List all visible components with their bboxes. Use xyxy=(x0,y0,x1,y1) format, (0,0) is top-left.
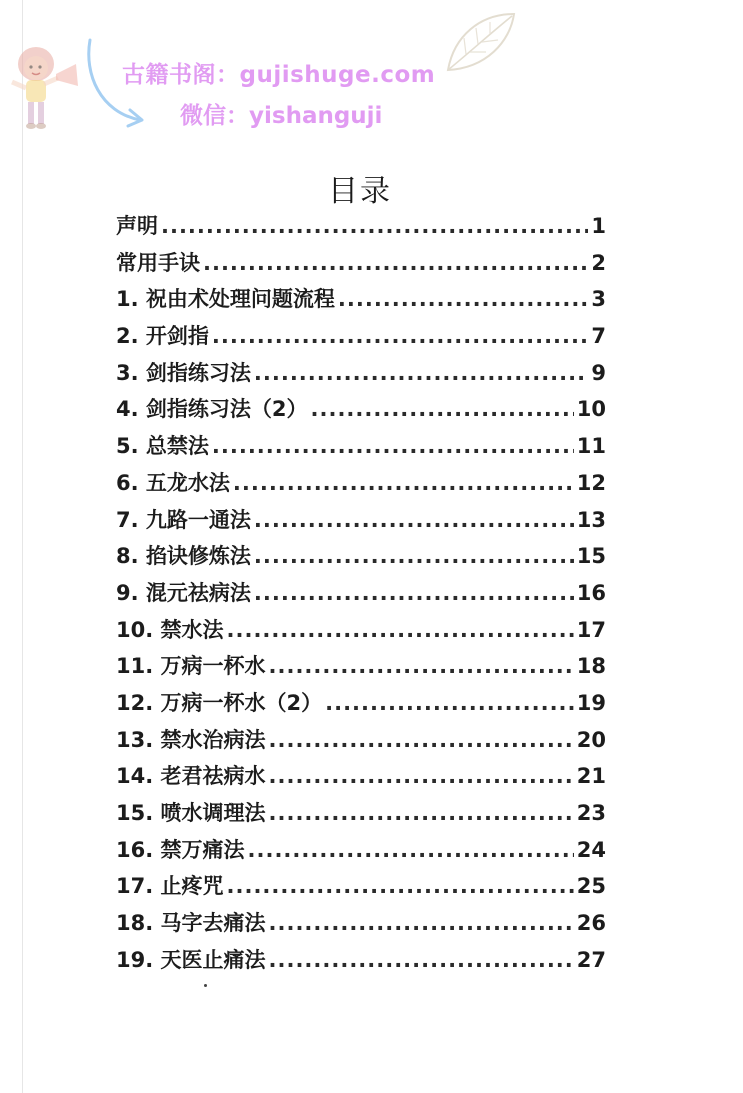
toc-list xyxy=(116,208,606,978)
toc-entry-leader xyxy=(269,905,574,942)
toc-entry-leader xyxy=(269,758,574,795)
toc-entry-page: 11 xyxy=(576,434,606,459)
toc-entry-leader xyxy=(311,391,574,428)
toc-entry xyxy=(116,502,606,539)
toc-entry xyxy=(116,538,606,575)
toc-entry-leader xyxy=(269,942,574,979)
toc-entry xyxy=(116,612,606,649)
toc-entry-page: 1 xyxy=(591,214,606,238)
toc-entry-label: 19. 天医止痛法 xyxy=(116,947,266,972)
toc-entry-leader xyxy=(254,355,588,392)
toc-entry xyxy=(116,575,606,612)
toc-entry-page: 24 xyxy=(576,837,606,862)
toc-entry-leader xyxy=(269,648,574,685)
toc-entry-label: 14. 老君祛病水 xyxy=(116,764,266,789)
page-edge xyxy=(22,0,23,1093)
toc-entry-label: 15. 喷水调理法 xyxy=(116,801,266,825)
scan-speck xyxy=(204,984,207,987)
toc-entry-page: 20 xyxy=(576,727,606,752)
toc-entry xyxy=(116,208,606,245)
toc-entry-label: 3. 剑指练习法 xyxy=(116,360,251,385)
toc-entry-label: 9. 混元祛病法 xyxy=(116,580,251,605)
toc-entry-page: 25 xyxy=(576,874,606,899)
toc-entry xyxy=(116,795,606,832)
toc-entry-leader xyxy=(338,281,588,318)
toc-entry-page: 3 xyxy=(591,287,606,312)
toc-entry-leader xyxy=(233,465,574,502)
toc-entry-label: 2. 开剑指 xyxy=(116,324,209,349)
watermark xyxy=(0,0,540,160)
toc-entry-label: 10. 禁水法 xyxy=(116,617,224,642)
leaf-icon xyxy=(440,8,520,78)
toc-entry-leader xyxy=(254,538,574,575)
toc-entry-page: 13 xyxy=(576,507,606,532)
toc-entry-leader xyxy=(254,575,574,612)
toc-entry-label: 7. 九路一通法 xyxy=(116,507,251,532)
toc-entry-label: 6. 五龙水法 xyxy=(116,470,230,495)
toc-entry-label: 12. 万病一杯水（2） xyxy=(116,690,323,715)
toc-entry-leader xyxy=(203,245,588,282)
toc-entry xyxy=(116,245,606,282)
toc-entry-page: 12 xyxy=(576,470,606,495)
toc-entry-label: 16. 禁万痛法 xyxy=(116,837,245,862)
toc-entry xyxy=(116,942,606,979)
toc-entry-leader xyxy=(161,208,588,245)
toc-entry-page: 9 xyxy=(591,360,606,385)
watermark-site: 古籍书阁：gujishuge.com xyxy=(122,62,436,88)
toc-entry xyxy=(116,722,606,759)
toc-entry-page: 26 xyxy=(576,911,606,936)
toc-entry-label: 常用手诀 xyxy=(116,250,200,275)
toc-entry xyxy=(116,905,606,942)
toc-entry-leader xyxy=(325,685,574,722)
toc-entry-leader xyxy=(269,795,574,832)
toc-entry-label: 4. 剑指练习法（2） xyxy=(116,397,308,422)
toc-entry-label: 18. 马字去痛法 xyxy=(116,911,266,936)
toc-entry-page: 23 xyxy=(576,801,606,825)
toc-entry xyxy=(116,318,606,355)
toc-entry-leader xyxy=(254,502,574,539)
toc-entry xyxy=(116,355,606,392)
toc-title: 目录 xyxy=(328,174,392,209)
toc-entry-page: 10 xyxy=(576,397,606,422)
toc-entry xyxy=(116,281,606,318)
toc-entry-label: 5. 总禁法 xyxy=(116,434,209,459)
toc-entry xyxy=(116,648,606,685)
toc-entry xyxy=(116,685,606,722)
toc-entry-label: 11. 万病一杯水 xyxy=(116,654,266,679)
watermark-wechat: 微信：yishanguji xyxy=(180,103,383,129)
toc-entry xyxy=(116,391,606,428)
toc-entry-label: 17. 止疼咒 xyxy=(116,874,224,899)
toc-entry-label: 13. 禁水治病法 xyxy=(116,727,266,752)
toc-entry-label: 1. 祝由术处理问题流程 xyxy=(116,287,335,312)
toc-entry xyxy=(116,832,606,869)
toc-entry xyxy=(116,868,606,905)
toc-entry-label: 声明 xyxy=(116,214,158,238)
toc-entry-page: 18 xyxy=(576,654,606,679)
toc-entry-page: 15 xyxy=(576,544,606,569)
toc-entry xyxy=(116,465,606,502)
toc-entry-leader xyxy=(212,428,574,465)
toc-entry-leader xyxy=(227,612,574,649)
toc-entry-page: 21 xyxy=(576,764,606,789)
toc-entry-page: 19 xyxy=(576,690,606,715)
toc-entry-label: 8. 掐诀修炼法 xyxy=(116,544,251,569)
toc-entry-page: 27 xyxy=(576,947,606,972)
toc-entry-page: 7 xyxy=(591,324,606,349)
toc-entry-leader xyxy=(248,832,574,869)
toc-entry-leader xyxy=(227,868,574,905)
toc-entry xyxy=(116,428,606,465)
toc-entry-leader xyxy=(269,722,574,759)
toc-entry-leader xyxy=(212,318,588,355)
toc-entry-page: 2 xyxy=(591,250,606,275)
toc-entry xyxy=(116,758,606,795)
toc-entry-page: 16 xyxy=(576,580,606,605)
toc-entry-page: 17 xyxy=(576,617,606,642)
